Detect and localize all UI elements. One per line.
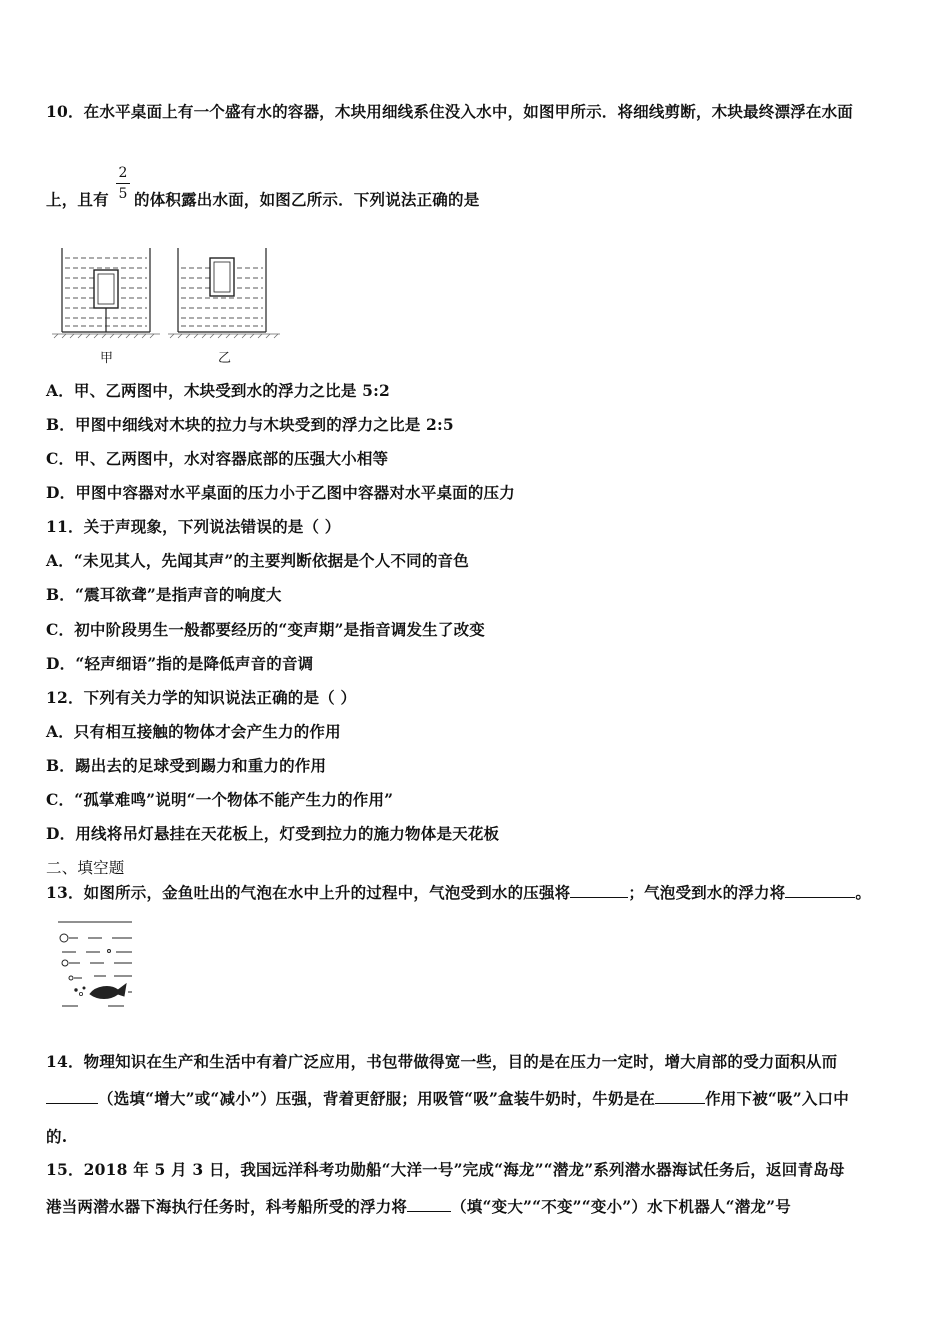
q13-part1: 13．如图所示，金鱼吐出的气泡在水中上升的过程中，气泡受到水的压强将	[46, 883, 571, 902]
fraction-two-fifths	[116, 164, 130, 203]
q10-option-d: D．甲图中容器对水平桌面的压力小于乙图中容器对水平桌面的压力	[46, 483, 515, 502]
q10-option-b: B．甲图中细线对木块的拉力与木块受到的浮力之比是 2:5	[46, 415, 454, 434]
q11-option-c: C．初中阶段男生一般都要经历的“变声期”是指音调发生了改变	[46, 620, 485, 639]
bubble-large	[60, 934, 68, 942]
container-jia	[62, 248, 150, 332]
q13-blank-1	[570, 883, 628, 898]
q13-goldfish-figure	[54, 918, 144, 1010]
q12-option-b: B．踢出去的足球受到踢力和重力的作用	[46, 756, 327, 775]
q10-stem-line2-pre: 上，且有	[46, 190, 109, 209]
q10-stem-line2-post: 的体积露出水面，如图乙所示．下列说法正确的是	[134, 190, 480, 209]
q15-line2	[46, 1197, 791, 1217]
ground-hatch-yi	[168, 334, 280, 338]
q11-stem: 11．关于声现象，下列说法错误的是（ ）	[46, 517, 341, 536]
bubble-medium	[62, 960, 68, 966]
q11-option-a: A．“未见其人，先闻其声”的主要判断依据是个人不同的音色	[46, 551, 469, 570]
figure-label-yi: 乙	[218, 351, 232, 366]
q14-line2	[46, 1089, 849, 1109]
figure-label-jia: 甲	[100, 351, 114, 366]
q12-option-a: A．只有相互接触的物体才会产生力的作用	[46, 722, 341, 741]
bubble-small	[69, 976, 73, 980]
q12-option-d: D．用线将吊灯悬挂在天花板上，灯受到拉力的施力物体是天花板	[46, 824, 500, 843]
q15-line2-b: （填“变大”“不变”“变小”）水下机器人“潜龙”号	[451, 1197, 791, 1216]
q10-stem-line1: 10．在水平桌面上有一个盛有水的容器，木块用细线系住没入水中，如图甲所示．将细线剪断，木块最终漂浮在水面	[46, 102, 853, 121]
fraction-bar	[116, 183, 130, 184]
q11-option-d: D．“轻声细语”指的是降低声音的音调	[46, 654, 314, 673]
section-heading-fill-blank: 二、填空题	[46, 859, 125, 877]
wood-block-submerged	[94, 270, 118, 308]
container-yi	[178, 248, 266, 332]
q15-blank-1	[407, 1197, 451, 1212]
q14-blank-1	[46, 1089, 98, 1104]
q13-part3: 。	[855, 883, 872, 902]
q14-line2-a: （选填“增大”或“减小”）压强，背着更舒服；用吸管“吸”盒装牛奶时，牛奶是在	[98, 1089, 656, 1108]
q15-line2-a: 港当两潜水器下海执行任务时，科考船所受的浮力将	[46, 1197, 408, 1216]
q10-option-c: C．甲、乙两图中，水对容器底部的压强大小相等	[46, 449, 389, 468]
q13-part2: ；气泡受到水的浮力将	[628, 883, 786, 902]
q10-option-a: A．甲、乙两图中，木块受到水的浮力之比是 5:2	[46, 381, 391, 400]
q14-line2-b: 作用下被“吸”入口中	[705, 1089, 849, 1108]
q14-line3: 的.	[46, 1127, 68, 1146]
q14-blank-2	[655, 1089, 705, 1104]
q11-option-b: B．“震耳欲聋”是指声音的响度大	[46, 585, 282, 604]
q14-line1: 14．物理知识在生产和生活中有着广泛应用，书包带做得宽一些，目的是在压力一定时，增大肩部的受力面积从而	[46, 1052, 838, 1071]
q13-blank-2	[785, 883, 855, 898]
q10-container-figure	[50, 246, 290, 346]
fraction-denominator: 5	[118, 186, 128, 202]
q12-option-c: C．“孤掌难鸣”说明“一个物体不能产生力的作用”	[46, 790, 394, 809]
q13-stem	[46, 883, 871, 903]
q15-line1: 15．2018 年 5 月 3 日，我国远洋科考功勋船“大洋一号”完成“海龙”“潜龙”系列潜水器海试任务后，返回青岛母	[46, 1160, 845, 1179]
q12-stem: 12．下列有关力学的知识说法正确的是（ ）	[46, 688, 357, 707]
fraction-numerator: 2	[118, 165, 128, 181]
goldfish-icon	[75, 984, 132, 999]
ground-hatch-jia	[52, 334, 160, 338]
